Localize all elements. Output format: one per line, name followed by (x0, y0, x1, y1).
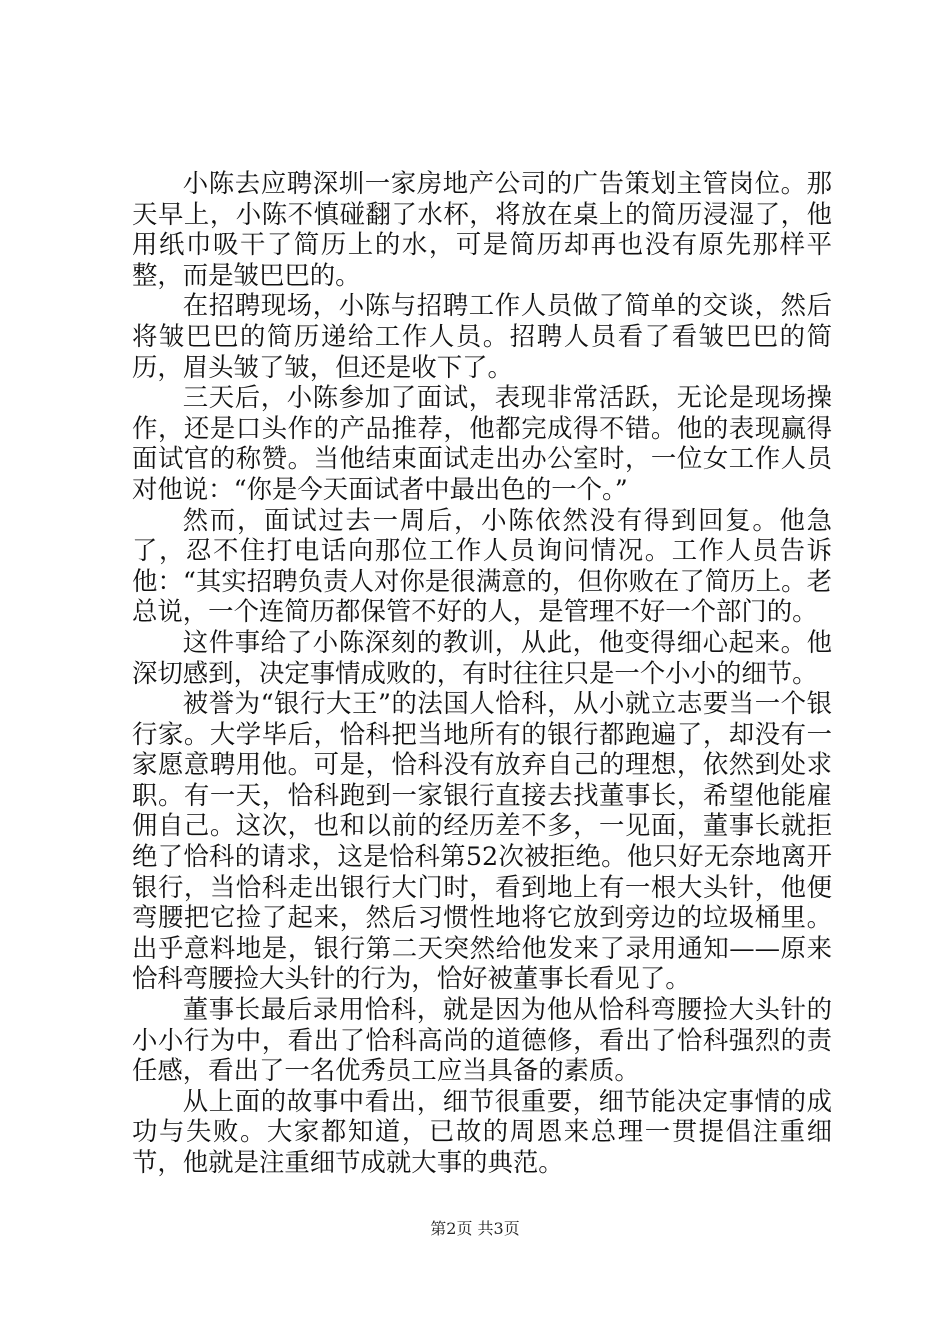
paragraph-2: 在招聘现场，小陈与招聘工作人员做了简单的交谈，然后将皱巴巴的简历递给工作人员。招聘人员看了看皱巴巴的简历，眉头皱了皱，但还是收下了。 (132, 290, 832, 382)
paragraph-7: 董事长最后录用恰科，就是因为他从恰科弯腰捡大头针的小小行为中，看出了恰科高尚的道德修，看出了恰科强烈的责任感，看出了一名优秀员工应当具备的素质。 (132, 994, 832, 1086)
paragraph-3: 三天后，小陈参加了面试，表现非常活跃，无论是现场操作，还是口头作的产品推荐，他都完成得不错。他的表现赢得面试官的称赞。当他结束面试走出办公室时，一位女工作人员对他说：“你是今天面试者中最出色的一个。” (132, 382, 832, 504)
document-body (132, 168, 832, 1178)
paragraph-1: 小陈去应聘深圳一家房地产公司的广告策划主管岗位。那天早上，小陈不慎碰翻了水杯，将放在桌上的简历浸湿了，他用纸巾吸干了简历上的水，可是简历却再也没有原先那样平整，而是皱巴巴的。 (132, 168, 832, 290)
paragraph-6: 被誉为“银行大王”的法国人恰科，从小就立志要当一个银行家。大学毕后，恰科把当地所有的银行都跑遍了，却没有一家愿意聘用他。可是，恰科没有放弃自己的理想，依然到处求职。有一天，恰科跑到一家银行直接去找董事长，希望他能雇佣自己。这次，也和以前的经历差不多，一见面，董事长就拒绝了恰科的请求，这是恰科第52次被拒绝。他只好无奈地离开银行，当恰科走出银行大门时，看到地上有一根大头针，他便弯腰把它捡了起来，然后习惯性地将它放到旁边的垃圾桶里。出乎意料地是，银行第二天突然给他发来了录用通知——原来恰科弯腰捡大头针的行为，恰好被董事长看见了。 (132, 688, 832, 994)
paragraph-4: 然而，面试过去一周后，小陈依然没有得到回复。他急了，忍不住打电话向那位工作人员询问情况。工作人员告诉他：“其实招聘负责人对你是很满意的，但你败在了简历上。老总说，一个连简历都保管不好的人，是管理不好一个部门的。 (132, 504, 832, 627)
page-number-footer: 第2页 共3页 (430, 1219, 520, 1238)
paragraph-8: 从上面的故事中看出，细节很重要，细节能决定事情的成功与失败。大家都知道，已故的周恩来总理一贯提倡注重细节，他就是注重细节成就大事的典范。 (132, 1085, 832, 1177)
paragraph-5: 这件事给了小陈深刻的教训，从此，他变得细心起来。他深切感到，决定事情成败的，有时往往只是一个小小的细节。 (132, 626, 832, 688)
